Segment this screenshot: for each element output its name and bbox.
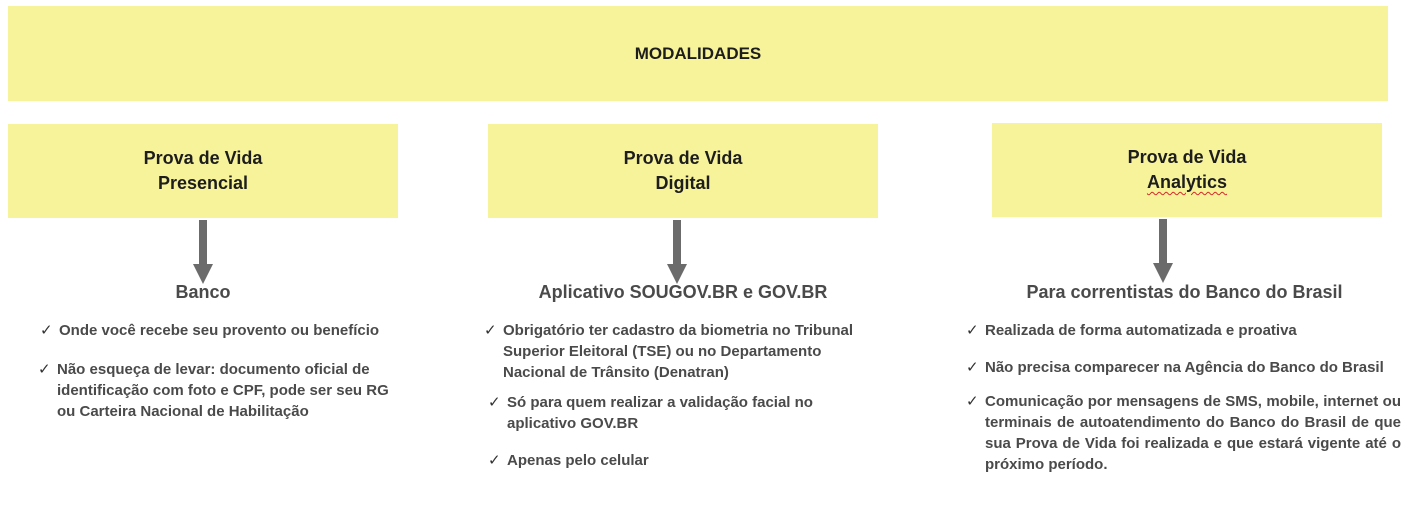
presencial-box [8, 124, 398, 218]
digital-down-arrow-icon [667, 220, 687, 284]
analytics-title-line1: Prova de Vida [1127, 147, 1247, 167]
analytics-item-3-text: Comunicação por mensagens de SMS, mobile, internet ou terminais de autoatendimento do Banco do Brasil de que sua Prova de Vida foi realizada e que estará vigente até o próximo período. [985, 393, 1401, 473]
analytics-down-arrow-icon [1153, 219, 1173, 283]
digital-item-2-text: Só para quem realizar a validação facial no aplicativo GOV.BR [507, 394, 813, 432]
digital-item-3 [488, 450, 847, 471]
checkmark-icon: ✓ [40, 322, 53, 339]
presencial-item-2-text: Não esqueça de levar: documento oficial de identificação com foto e CPF, pode ser seu RG ou Carteira Nacional de Habilitação [57, 361, 389, 420]
digital-title-line2: Digital [655, 173, 711, 193]
digital-title-line1: Prova de Vida [623, 148, 743, 168]
digital-item-1-text: Obrigatório ter cadastro da biometria no Tribunal Superior Eleitoral (TSE) ou no Departamento Nacional de Trânsito (Denatran) [503, 322, 854, 381]
checkmark-icon: ✓ [484, 322, 497, 339]
presencial-item-1 [40, 320, 409, 341]
digital-item-2 [488, 392, 847, 434]
checkmark-icon: ✓ [966, 393, 979, 410]
modalidades-title: MODALIDADES [634, 43, 762, 63]
digital-item-1 [484, 320, 888, 383]
digital-item-3-text: Apenas pelo celular [507, 452, 649, 469]
analytics-item-2 [966, 357, 1405, 378]
analytics-item-1 [966, 320, 1405, 341]
presencial-item-2 [38, 359, 407, 422]
digital-box [488, 124, 878, 218]
analytics-subtitle: Para correntistas do Banco do Brasil [1026, 282, 1343, 302]
checkmark-icon: ✓ [966, 359, 979, 376]
presencial-item-1-text: Onde você recebe seu provento ou benefício [59, 322, 380, 339]
digital-subtitle: Aplicativo SOUGOV.BR e GOV.BR [538, 282, 828, 302]
analytics-item-3 [966, 391, 1401, 475]
presencial-title-line1: Prova de Vida [143, 148, 263, 168]
checkmark-icon: ✓ [38, 361, 51, 378]
checkmark-icon: ✓ [966, 322, 979, 339]
presencial-title-line2: Presencial [157, 173, 249, 193]
presencial-subtitle: Banco [175, 282, 231, 302]
checkmark-icon: ✓ [488, 452, 501, 469]
analytics-item-1-text: Realizada de forma automatizada e proativa [985, 322, 1297, 339]
analytics-item-2-text: Não precisa comparecer na Agência do Banco do Brasil [985, 359, 1384, 376]
analytics-box [992, 123, 1382, 217]
analytics-title-line2: Analytics [1146, 172, 1228, 192]
checkmark-icon: ✓ [488, 394, 501, 411]
presencial-down-arrow-icon [193, 220, 213, 284]
modalidades-header [8, 6, 1388, 101]
